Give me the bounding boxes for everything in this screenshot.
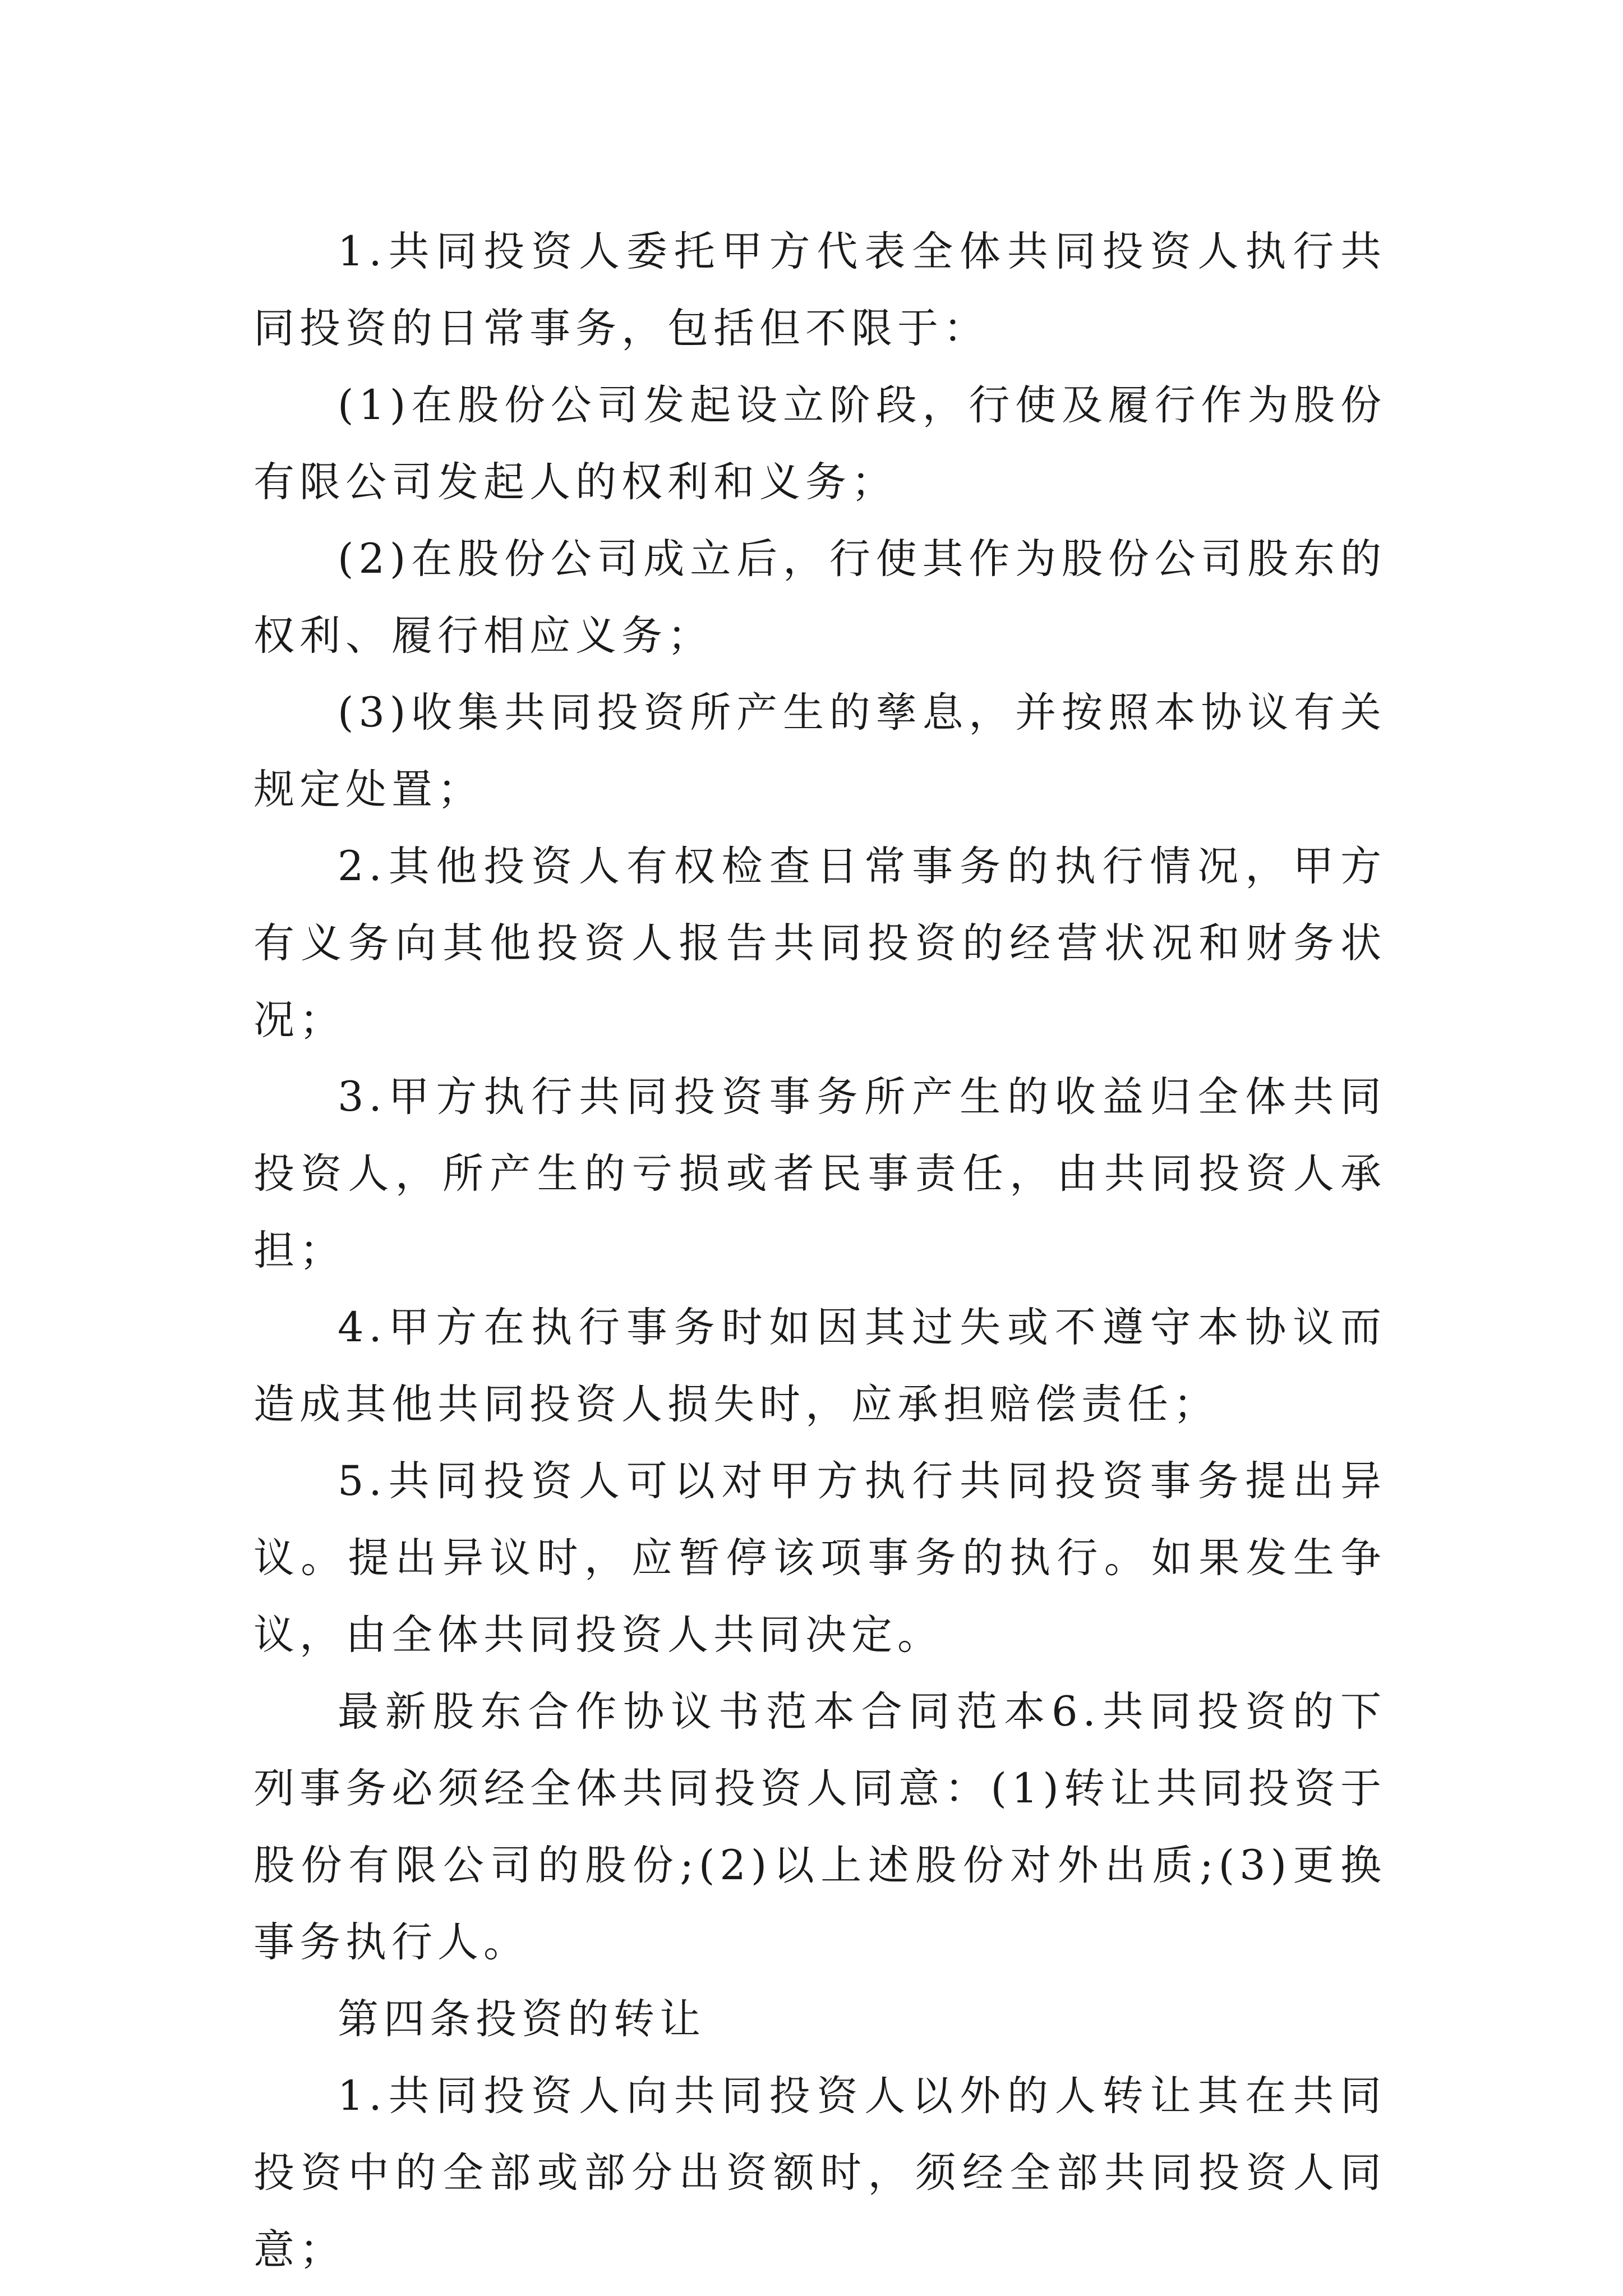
paragraph-9: 最新股东合作协议书范本合同范本6.共同投资的下列事务必须经全体共同投资人同意：(1)转让共同投资于股份有限公司的股份;(2)以上述股份对外出质;(3)更换事务执行人。 <box>253 1688 1386 1966</box>
paragraph-7: 4.甲方在执行事务时如因其过失或不遵守本协议而造成其他共同投资人损失时，应承担赔偿责任； <box>253 1304 1386 1428</box>
paragraph-11: 1.共同投资人向共同投资人以外的人转让其在共同投资中的全部或部分出资额时，须经全部共同投资人同意； <box>253 2072 1386 2274</box>
paragraph-1: 1.共同投资人委托甲方代表全体共同投资人执行共同投资的日常事务，包括但不限于： <box>253 228 1386 352</box>
paragraph-4: (3)收集共同投资所产生的孳息，并按照本协议有关规定处置； <box>253 689 1386 813</box>
paragraph-6: 3.甲方执行共同投资事务所产生的收益归全体共同投资人，所产生的亏损或者民事责任，由共同投资人承担； <box>253 1073 1386 1274</box>
paragraph-5: 2.其他投资人有权检查日常事务的执行情况，甲方有义务向其他投资人报告共同投资的经营状况和财务状况； <box>253 843 1386 1044</box>
paragraph-3: (2)在股份公司成立后，行使其作为股份公司股东的权利、履行相应义务； <box>253 535 1386 660</box>
document-body <box>253 213 1386 2288</box>
section-heading-article-4: 第四条投资的转让 <box>338 1995 706 2043</box>
paragraph-8: 5.共同投资人可以对甲方执行共同投资事务提出异议。提出异议时，应暂停该项事务的执行。如果发生争议，由全体共同投资人共同决定。 <box>253 1457 1386 1659</box>
paragraph-2: (1)在股份公司发起设立阶段，行使及履行作为股份有限公司发起人的权利和义务； <box>253 381 1386 506</box>
